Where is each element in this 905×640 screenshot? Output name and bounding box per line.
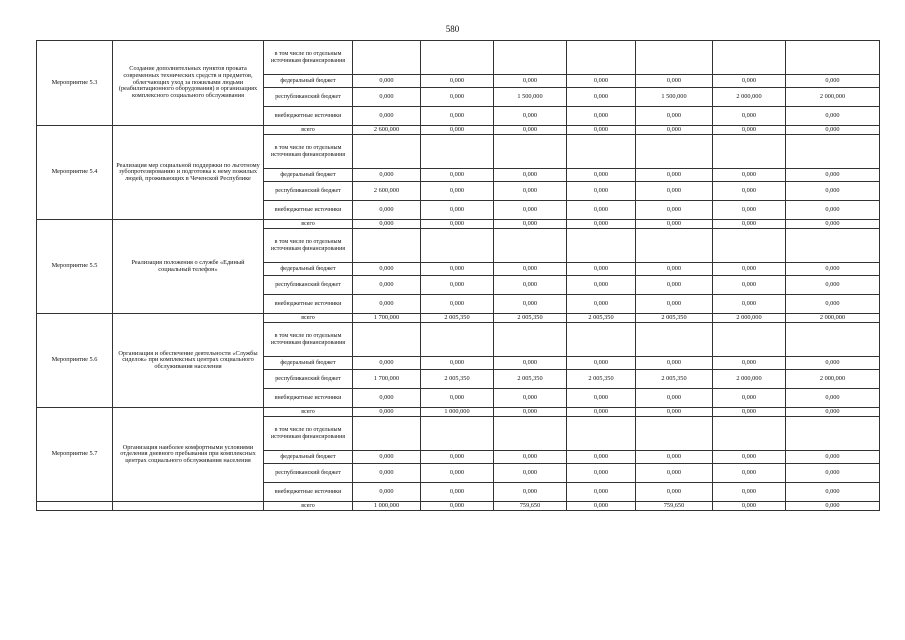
amount-cell: 0,000 — [494, 464, 567, 483]
amount-cell: 0,000 — [567, 201, 636, 220]
amount-cell: 0,000 — [421, 357, 494, 370]
amount-cell — [421, 417, 494, 451]
amount-cell: 2 000,000 — [713, 314, 786, 323]
funding-source: федеральный бюджет — [264, 75, 353, 88]
amount-cell: 0,000 — [421, 464, 494, 483]
amount-cell: 0,000 — [421, 483, 494, 502]
amount-cell: 1 500,000 — [636, 88, 713, 107]
amount-cell: 2 000,000 — [786, 88, 880, 107]
amount-cell: 0,000 — [786, 276, 880, 295]
amount-cell: 759,650 — [494, 502, 567, 511]
amount-cell — [786, 417, 880, 451]
amount-cell: 0,000 — [567, 502, 636, 511]
amount-cell — [636, 135, 713, 169]
amount-cell: 0,000 — [353, 464, 421, 483]
amount-cell: 0,000 — [636, 389, 713, 408]
amount-cell: 2 005,350 — [494, 370, 567, 389]
amount-cell: 0,000 — [713, 408, 786, 417]
budget-table — [36, 40, 880, 511]
amount-cell: 1 000,000 — [421, 408, 494, 417]
amount-cell: 2 000,000 — [713, 370, 786, 389]
amount-cell: 2 005,350 — [636, 314, 713, 323]
amount-cell: 0,000 — [567, 126, 636, 135]
amount-cell — [494, 135, 567, 169]
amount-cell: 1 500,000 — [494, 88, 567, 107]
amount-cell — [786, 323, 880, 357]
funding-source: всего — [264, 126, 353, 135]
funding-source: внебюджетные источники — [264, 483, 353, 502]
measure-description: Создание дополнительных пунктов проката современных технических средств и предметов, облегчающих уход за пожилыми людьми (реабилитационного оборудования) в организациях комплексного социального обслуживания — [113, 41, 264, 126]
amount-cell: 0,000 — [713, 169, 786, 182]
amount-cell: 0,000 — [494, 126, 567, 135]
amount-cell: 0,000 — [353, 295, 421, 314]
amount-cell: 0,000 — [353, 408, 421, 417]
amount-cell: 0,000 — [494, 276, 567, 295]
table-row — [37, 502, 880, 511]
amount-cell: 0,000 — [713, 75, 786, 88]
amount-cell: 0,000 — [494, 220, 567, 229]
amount-cell: 0,000 — [713, 502, 786, 511]
amount-cell: 0,000 — [421, 263, 494, 276]
amount-cell: 0,000 — [421, 502, 494, 511]
amount-cell: 1 700,000 — [353, 314, 421, 323]
amount-cell: 0,000 — [567, 88, 636, 107]
amount-cell: 759,650 — [636, 502, 713, 511]
amount-cell: 0,000 — [421, 88, 494, 107]
amount-cell — [494, 41, 567, 75]
amount-cell — [713, 417, 786, 451]
amount-cell: 0,000 — [567, 389, 636, 408]
page-number: 580 — [445, 24, 460, 34]
table-row — [37, 408, 880, 417]
amount-cell: 0,000 — [786, 295, 880, 314]
amount-cell: 0,000 — [786, 464, 880, 483]
amount-cell: 2 005,350 — [567, 314, 636, 323]
amount-cell: 0,000 — [713, 357, 786, 370]
amount-cell: 2 005,350 — [421, 370, 494, 389]
amount-cell: 0,000 — [636, 201, 713, 220]
amount-cell: 1 700,000 — [353, 370, 421, 389]
amount-cell — [567, 41, 636, 75]
amount-cell: 0,000 — [353, 389, 421, 408]
amount-cell — [421, 41, 494, 75]
amount-cell: 0,000 — [567, 408, 636, 417]
measure-description: Организация и обеспечение деятельности «Службы сиделок» при комплексных центрах социального обслуживания населения — [113, 314, 264, 408]
amount-cell: 0,000 — [494, 75, 567, 88]
amount-cell — [713, 135, 786, 169]
amount-cell: 0,000 — [713, 263, 786, 276]
amount-cell: 0,000 — [636, 263, 713, 276]
amount-cell: 0,000 — [421, 451, 494, 464]
amount-cell: 0,000 — [494, 263, 567, 276]
amount-cell: 0,000 — [494, 295, 567, 314]
amount-cell: 0,000 — [353, 276, 421, 295]
funding-source: федеральный бюджет — [264, 263, 353, 276]
amount-cell: 2 000,000 — [786, 370, 880, 389]
amount-cell: 0,000 — [786, 107, 880, 126]
amount-cell: 0,000 — [786, 201, 880, 220]
amount-cell: 0,000 — [636, 357, 713, 370]
amount-cell: 0,000 — [636, 220, 713, 229]
amount-cell: 2 000,000 — [713, 88, 786, 107]
amount-cell — [567, 417, 636, 451]
amount-cell: 0,000 — [567, 75, 636, 88]
amount-cell: 0,000 — [494, 201, 567, 220]
amount-cell — [353, 417, 421, 451]
funding-source: всего — [264, 220, 353, 229]
amount-cell: 0,000 — [636, 182, 713, 201]
amount-cell: 0,000 — [353, 75, 421, 88]
amount-cell: 0,000 — [636, 408, 713, 417]
amount-cell: 2 600,000 — [353, 182, 421, 201]
amount-cell: 0,000 — [636, 107, 713, 126]
funding-source: всего — [264, 408, 353, 417]
amount-cell: 0,000 — [713, 201, 786, 220]
amount-cell: 0,000 — [353, 220, 421, 229]
amount-cell — [713, 323, 786, 357]
amount-cell — [353, 135, 421, 169]
funding-source: внебюджетные источники — [264, 201, 353, 220]
amount-cell: 0,000 — [636, 75, 713, 88]
amount-cell: 0,000 — [421, 75, 494, 88]
funding-source: республиканский бюджет — [264, 276, 353, 295]
amount-cell: 0,000 — [713, 107, 786, 126]
table-row — [37, 126, 880, 135]
amount-cell: 0,000 — [567, 357, 636, 370]
amount-cell: 0,000 — [636, 169, 713, 182]
amount-cell: 0,000 — [421, 201, 494, 220]
amount-cell — [567, 229, 636, 263]
measure-description: Реализация положения о службе «Единый социальный телефон» — [113, 220, 264, 314]
amount-cell: 0,000 — [786, 357, 880, 370]
amount-cell — [421, 135, 494, 169]
amount-cell: 0,000 — [353, 263, 421, 276]
amount-cell: 1 000,000 — [353, 502, 421, 511]
amount-cell: 0,000 — [353, 201, 421, 220]
amount-cell: 0,000 — [713, 295, 786, 314]
amount-cell: 0,000 — [567, 483, 636, 502]
amount-cell: 0,000 — [713, 276, 786, 295]
amount-cell: 0,000 — [636, 464, 713, 483]
amount-cell: 0,000 — [713, 389, 786, 408]
amount-cell: 0,000 — [786, 451, 880, 464]
amount-cell: 0,000 — [636, 483, 713, 502]
funding-source: федеральный бюджет — [264, 451, 353, 464]
amount-cell: 0,000 — [713, 464, 786, 483]
funding-source: республиканский бюджет — [264, 464, 353, 483]
amount-cell: 0,000 — [786, 483, 880, 502]
amount-cell: 0,000 — [567, 263, 636, 276]
funding-source: внебюджетные источники — [264, 107, 353, 126]
measure-name: Мероприятие 5.7 — [37, 408, 113, 502]
amount-cell — [567, 135, 636, 169]
amount-cell: 0,000 — [353, 169, 421, 182]
funding-source: республиканский бюджет — [264, 370, 353, 389]
funding-source: в том числе по отдельным источникам финансирования — [264, 417, 353, 451]
amount-cell — [713, 41, 786, 75]
amount-cell: 0,000 — [421, 169, 494, 182]
amount-cell: 0,000 — [786, 389, 880, 408]
amount-cell: 0,000 — [713, 220, 786, 229]
amount-cell: 0,000 — [421, 126, 494, 135]
table-row — [37, 220, 880, 229]
amount-cell: 0,000 — [786, 263, 880, 276]
amount-cell: 0,000 — [494, 107, 567, 126]
amount-cell: 0,000 — [636, 451, 713, 464]
amount-cell: 0,000 — [567, 451, 636, 464]
amount-cell: 0,000 — [494, 451, 567, 464]
amount-cell — [353, 229, 421, 263]
amount-cell: 0,000 — [786, 126, 880, 135]
amount-cell: 0,000 — [421, 182, 494, 201]
amount-cell: 0,000 — [786, 75, 880, 88]
budget-table-body — [37, 41, 880, 511]
amount-cell: 2 005,350 — [494, 314, 567, 323]
amount-cell — [494, 417, 567, 451]
amount-cell: 0,000 — [567, 276, 636, 295]
measure-name — [37, 502, 113, 511]
amount-cell: 0,000 — [421, 107, 494, 126]
amount-cell: 0,000 — [421, 389, 494, 408]
amount-cell: 0,000 — [421, 295, 494, 314]
funding-source: республиканский бюджет — [264, 182, 353, 201]
amount-cell: 0,000 — [494, 408, 567, 417]
amount-cell: 0,000 — [567, 464, 636, 483]
funding-source: в том числе по отдельным источникам финансирования — [264, 41, 353, 75]
amount-cell: 0,000 — [567, 220, 636, 229]
amount-cell — [636, 229, 713, 263]
funding-source: федеральный бюджет — [264, 357, 353, 370]
amount-cell: 0,000 — [567, 182, 636, 201]
amount-cell: 0,000 — [786, 169, 880, 182]
measure-name: Мероприятие 5.5 — [37, 220, 113, 314]
funding-source: всего — [264, 502, 353, 511]
amount-cell: 0,000 — [567, 169, 636, 182]
amount-cell — [421, 229, 494, 263]
funding-source: в том числе по отдельным источникам финансирования — [264, 323, 353, 357]
amount-cell: 0,000 — [636, 126, 713, 135]
amount-cell: 2 000,000 — [786, 314, 880, 323]
amount-cell — [713, 229, 786, 263]
funding-source: в том числе по отдельным источникам финансирования — [264, 135, 353, 169]
measure-description — [113, 502, 264, 511]
amount-cell: 0,000 — [494, 182, 567, 201]
funding-source: федеральный бюджет — [264, 169, 353, 182]
amount-cell: 0,000 — [353, 483, 421, 502]
amount-cell: 2 005,350 — [567, 370, 636, 389]
amount-cell: 0,000 — [353, 107, 421, 126]
funding-source: республиканский бюджет — [264, 88, 353, 107]
amount-cell: 2 005,350 — [421, 314, 494, 323]
measure-description: Реализация мер социальной поддержки по льготному зубопротезированию и подготовка к нему пожилых людей, проживающих в Чеченской Республике — [113, 126, 264, 220]
amount-cell — [353, 41, 421, 75]
amount-cell: 0,000 — [494, 389, 567, 408]
funding-source: внебюджетные источники — [264, 389, 353, 408]
funding-source: внебюджетные источники — [264, 295, 353, 314]
measure-name: Мероприятие 5.6 — [37, 314, 113, 408]
amount-cell — [494, 323, 567, 357]
amount-cell: 0,000 — [636, 276, 713, 295]
amount-cell: 0,000 — [786, 220, 880, 229]
amount-cell: 0,000 — [713, 483, 786, 502]
amount-cell — [636, 323, 713, 357]
amount-cell — [786, 135, 880, 169]
table-row — [37, 41, 880, 75]
amount-cell: 0,000 — [713, 182, 786, 201]
amount-cell: 0,000 — [353, 357, 421, 370]
amount-cell — [786, 41, 880, 75]
amount-cell: 0,000 — [494, 169, 567, 182]
amount-cell: 0,000 — [713, 451, 786, 464]
amount-cell: 0,000 — [353, 451, 421, 464]
amount-cell — [421, 323, 494, 357]
amount-cell — [494, 229, 567, 263]
amount-cell: 2 005,350 — [636, 370, 713, 389]
amount-cell: 0,000 — [713, 126, 786, 135]
amount-cell: 2 600,000 — [353, 126, 421, 135]
amount-cell: 0,000 — [567, 107, 636, 126]
measure-description: Организация наиболее комфортными условиями отделения дневного пребывания при комплексных центрах социального обслуживания населения — [113, 408, 264, 502]
funding-source: всего — [264, 314, 353, 323]
amount-cell — [636, 417, 713, 451]
amount-cell: 0,000 — [421, 220, 494, 229]
measure-name: Мероприятие 5.4 — [37, 126, 113, 220]
amount-cell: 0,000 — [567, 295, 636, 314]
amount-cell — [786, 229, 880, 263]
amount-cell: 0,000 — [786, 502, 880, 511]
amount-cell — [353, 323, 421, 357]
amount-cell: 0,000 — [353, 88, 421, 107]
amount-cell — [567, 323, 636, 357]
amount-cell: 0,000 — [786, 182, 880, 201]
table-row — [37, 314, 880, 323]
amount-cell: 0,000 — [494, 483, 567, 502]
amount-cell: 0,000 — [786, 408, 880, 417]
amount-cell: 0,000 — [494, 357, 567, 370]
amount-cell: 0,000 — [421, 276, 494, 295]
amount-cell — [636, 41, 713, 75]
amount-cell: 0,000 — [636, 295, 713, 314]
funding-source: в том числе по отдельным источникам финансирования — [264, 229, 353, 263]
measure-name: Мероприятие 5.3 — [37, 41, 113, 126]
